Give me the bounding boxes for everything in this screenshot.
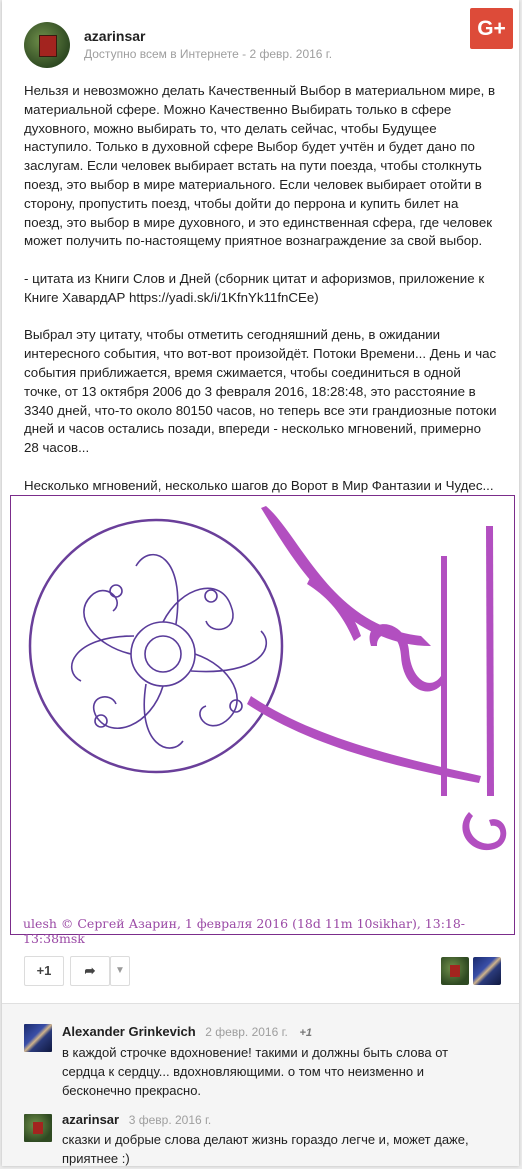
artwork-illustration <box>11 496 514 916</box>
comment-text: сказки и добрые слова делают жизнь гораздо легче и, может даже, приятнее :) <box>62 1132 469 1166</box>
meta-separator: - <box>242 47 247 61</box>
image-caption: ulesh © Сергей Азарин, 1 февраля 2016 (18d 11m 10sikhar), 13:18-13:38msk <box>23 916 466 946</box>
post-image[interactable] <box>10 495 515 946</box>
comment-author-name[interactable]: Alexander Grinkevich <box>62 1024 196 1039</box>
chevron-down-icon: ▼ <box>115 965 125 976</box>
comment-avatar[interactable] <box>24 1114 52 1142</box>
plusoner-avatar-2[interactable] <box>473 957 501 985</box>
author-avatar[interactable] <box>24 22 70 68</box>
comment-text: в каждой строчке вдохновение! такими и должны быть слова от сердца к сердцу... вдохновляющими. о том что неизменно и бесконечно прекрасно. <box>62 1045 449 1098</box>
plus-one-button[interactable]: +1 <box>24 956 64 986</box>
post-card <box>2 0 519 1165</box>
comment-date: 2 февр. 2016 г. <box>205 1025 288 1039</box>
post-date[interactable]: 2 февр. 2016 г. <box>249 47 333 61</box>
comment-author[interactable] <box>62 1112 211 1127</box>
share-button[interactable] <box>70 956 110 986</box>
comments-section <box>2 1003 519 1166</box>
comment-author-name[interactable]: azarinsar <box>62 1112 120 1127</box>
comment-plus-count[interactable]: +1 <box>299 1027 313 1039</box>
comment-date: 3 февр. 2016 г. <box>128 1113 212 1127</box>
comment-author[interactable] <box>62 1024 312 1039</box>
share-options-button[interactable] <box>110 956 130 986</box>
google-plus-logo[interactable]: G+ <box>470 8 513 49</box>
post-body: Нельзя и невозможно делать Качественный Выбор в материальном мире, в материальной сфере. Можно Качественно Выбирать только в сфере духовного, можно выбирать то, что делать сейчас, чтобы Будущее наступило. Только в духовной сфере Выбор будет учтён и будет дано по заслугам. Если человек выбирает встать на пути поезда, чтобы столкнуть поезд, это выбор в мире материального. Если человек выбирает отойти в сторону, пропустить поезд, чтобы дойти до перрона и купить билет на поезд, это выбор в мире духовного, и это единственная сфера, где человек может получить по-настоящему приятное вознаграждение за свой выбор. - цитата из Книги Слов и Дней (сборник цитат и афоризмов, приложение к Книге ХавардАР https://yadi.sk/i/1KfnYk11fnCEe) Выбрал эту цитату, чтобы отметить сегодняшний день, в ожидании интересного события, что вот-вот произойдёт. Потоки Времени... День и час события приближается, время сжимается, чтобы соединиться в одной точке, от 13 октября 2006 до 3 февраля 2016, 18:28:48, это расстояние в 3340 дней, что-то около 80150 часов, но теперь все эти грандиозные потоки дней и часов остались позади, впереди - несколько мгновений, примерно 28 часов... Несколько мгновений, несколько шагов до Ворот в Мир Фантазии и Чудес... <box>24 83 497 493</box>
comment-avatar[interactable] <box>24 1024 52 1052</box>
post-meta <box>84 47 332 61</box>
visibility-label: Доступно всем в Интернете <box>84 47 239 61</box>
share-arrow-icon: ➦ <box>84 963 96 978</box>
author-name[interactable]: azarinsar <box>84 28 146 44</box>
plusoner-avatar-1[interactable] <box>441 957 469 985</box>
